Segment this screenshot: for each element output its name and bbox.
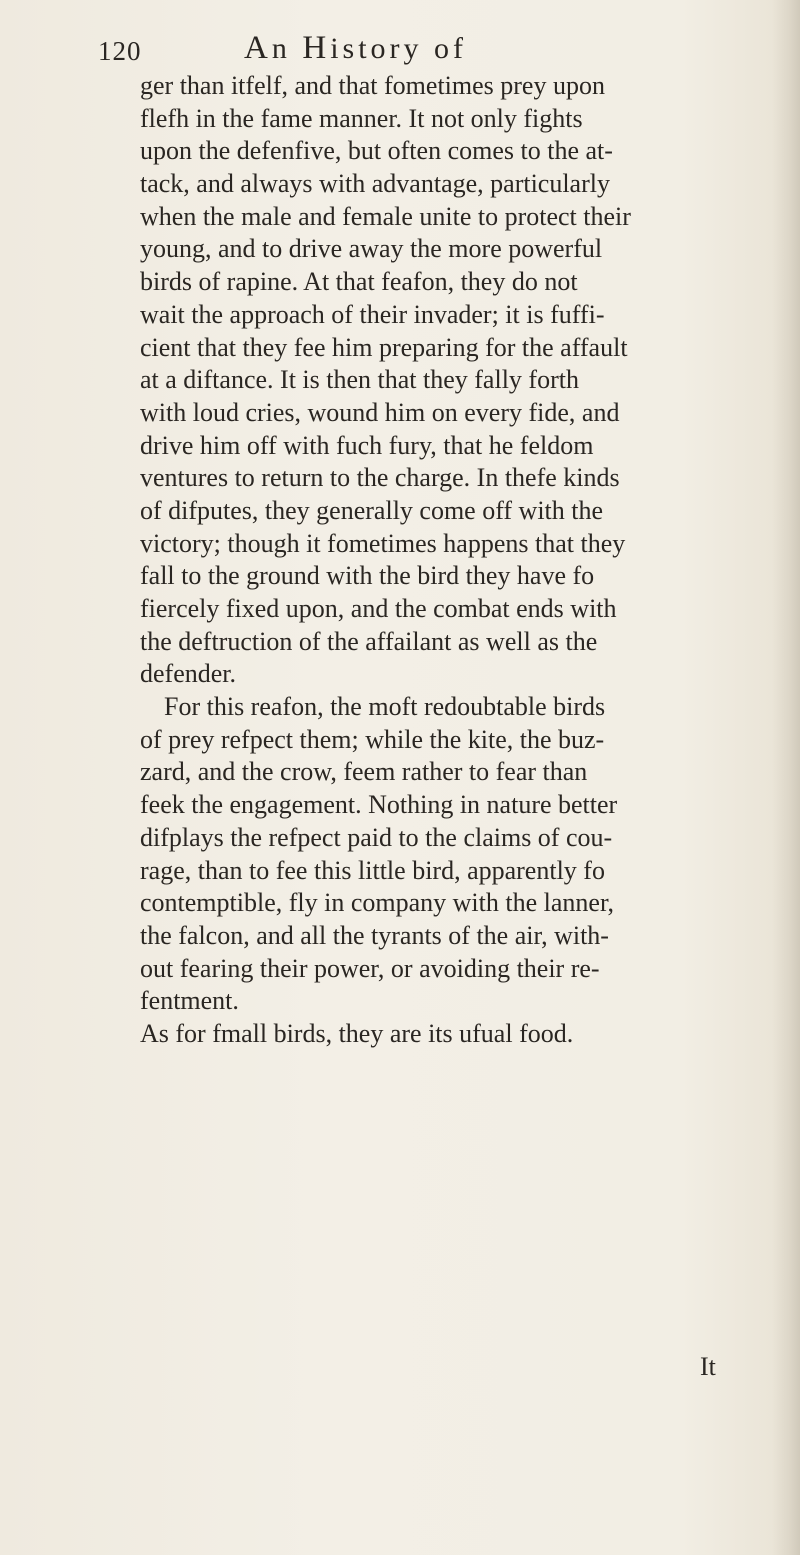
text-line: of prey refpect them; while the kite, the buz- [140, 724, 605, 754]
text-line: wait the approach of their invader; it is fuffi- [140, 299, 605, 329]
text-line: tack, and always with advantage, particularly [140, 169, 610, 199]
text-line: flefh in the fame manner. It not only fights [140, 103, 583, 133]
running-head: An History of [244, 30, 468, 66]
text-line: defender. [140, 659, 237, 689]
text-line: fentment. [140, 986, 239, 1016]
text-line: of difputes, they generally come off with the [140, 495, 604, 525]
text-line: upon the defenfive, but often comes to the at- [140, 136, 613, 166]
text-line: fiercely fixed upon, and the combat ends with [140, 594, 617, 623]
text-line: rage, than to fee this little bird, apparently fo [140, 855, 605, 885]
text-line: victory; though it fometimes happens that they [140, 528, 626, 558]
text-line: ventures to return to the charge. In thefe kinds [140, 463, 620, 493]
page-number: 120 [98, 36, 142, 66]
text-line: contemptible, fly in company with the lanner, [140, 888, 615, 918]
text-line: ger than itfelf, and that fometimes prey upon [140, 71, 605, 100]
text-line: drive him off with fuch fury, that he feldom [140, 430, 594, 460]
text-line: out fearing their power, or avoiding their re- [140, 953, 600, 983]
body-text [140, 70, 800, 1051]
text-line: zard, and the crow, feem rather to fear than [140, 757, 588, 787]
text-line: with loud cries, wound him on every fide, and [140, 397, 620, 427]
text-line: fall to the ground with the bird they have fo [140, 561, 595, 591]
catchword: It [700, 1352, 716, 1381]
paragraph-start-line: For this reafon, the moft redoubtable birds [164, 692, 606, 722]
text-line: young, and to drive away the more powerful [140, 234, 603, 264]
page-header [98, 30, 718, 70]
text-line: feek the engagement. Nothing in nature better [140, 790, 618, 820]
text-line: difplays the refpect paid to the claims of cou- [140, 822, 613, 852]
text-line: birds of rapine. At that feafon, they do not [140, 267, 578, 297]
text-line: the deftruction of the affailant as well as the [140, 626, 598, 656]
text-line: cient that they fee him preparing for the affault [140, 332, 628, 362]
paragraph-start-line: As for fmall birds, they are its ufual food. [140, 1018, 574, 1048]
text-line: at a diftance. It is then that they fally forth [140, 365, 579, 395]
text-line: the falcon, and all the tyrants of the air, with- [140, 920, 609, 950]
text-line: when the male and female unite to protect their [140, 201, 631, 231]
